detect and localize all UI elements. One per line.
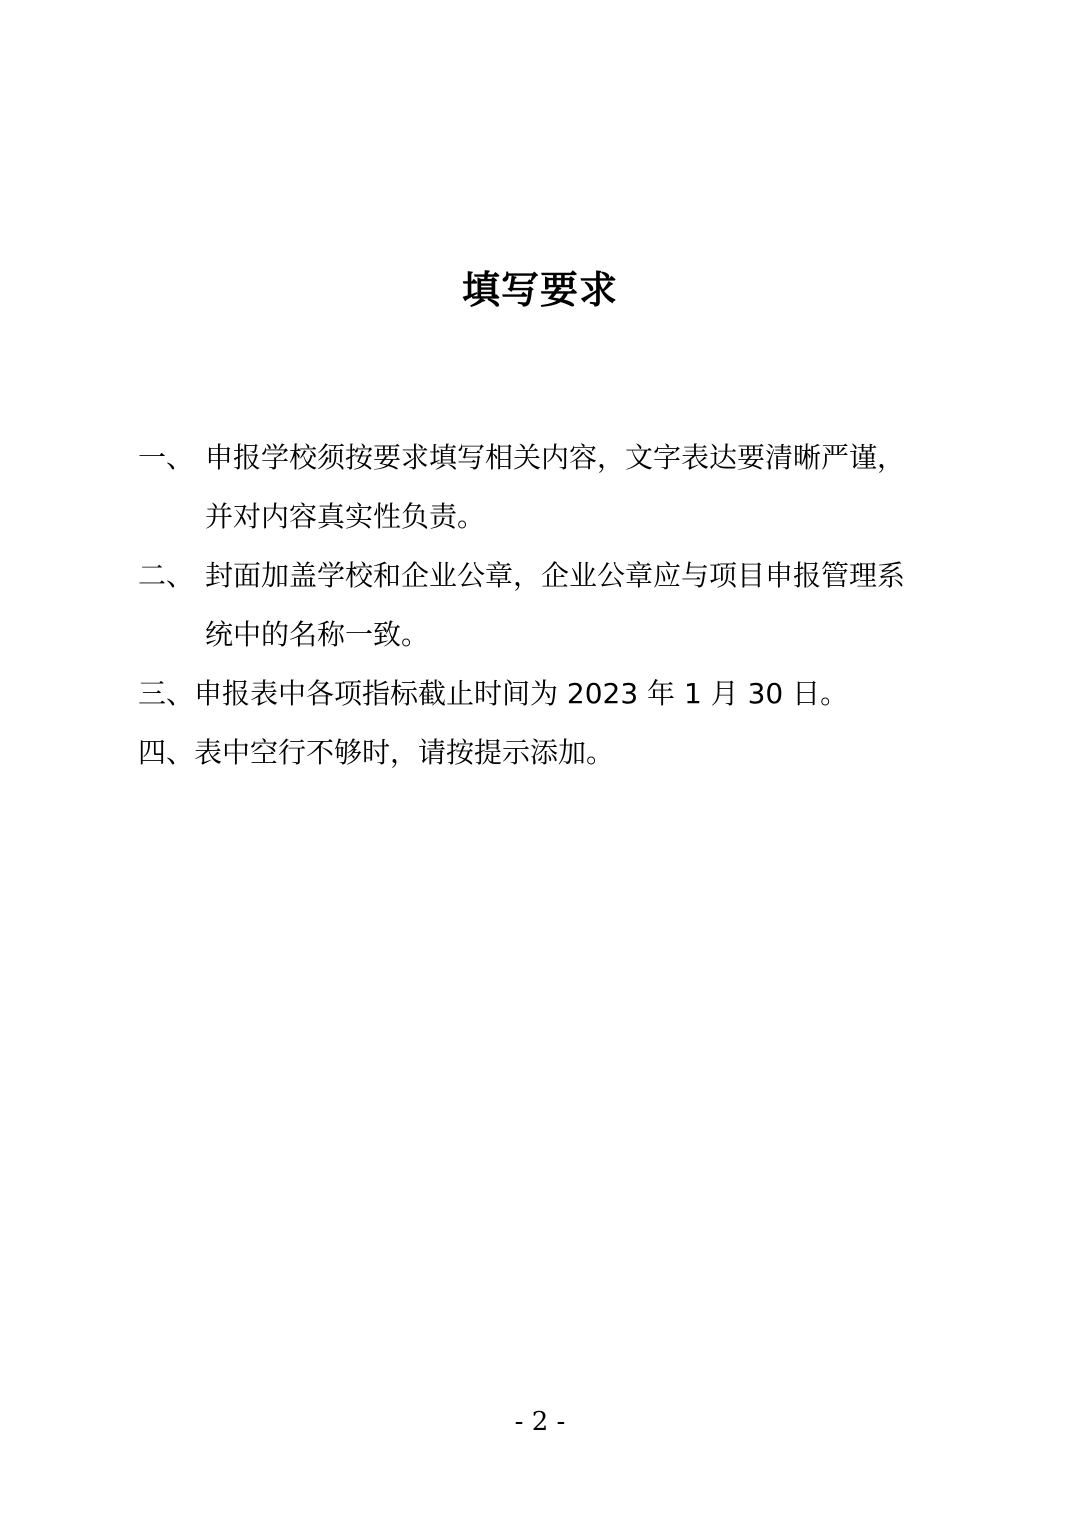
requirement-text-line-2: 并对内容真实性负责。 <box>205 500 486 533</box>
requirement-text: 三、申报表中各项指标截止时间为 2023 年 1 月 30 日。 <box>138 677 849 710</box>
requirement-number: 一、 <box>138 441 195 474</box>
requirement-number: 二、 <box>138 559 195 592</box>
requirement-text: 四、表中空行不够时，请按提示添加。 <box>138 736 615 769</box>
requirement-text-line-1: 封面加盖学校和企业公章，企业公章应与项目申报管理系 <box>205 559 906 592</box>
requirement-text-line-1: 申报学校须按要求填写相关内容，文字表达要清晰严谨， <box>205 441 906 474</box>
requirement-text-line-2: 统中的名称一致。 <box>205 618 430 651</box>
page-title: 填写要求 <box>461 268 618 312</box>
page-number: - 2 - <box>514 1407 566 1437</box>
